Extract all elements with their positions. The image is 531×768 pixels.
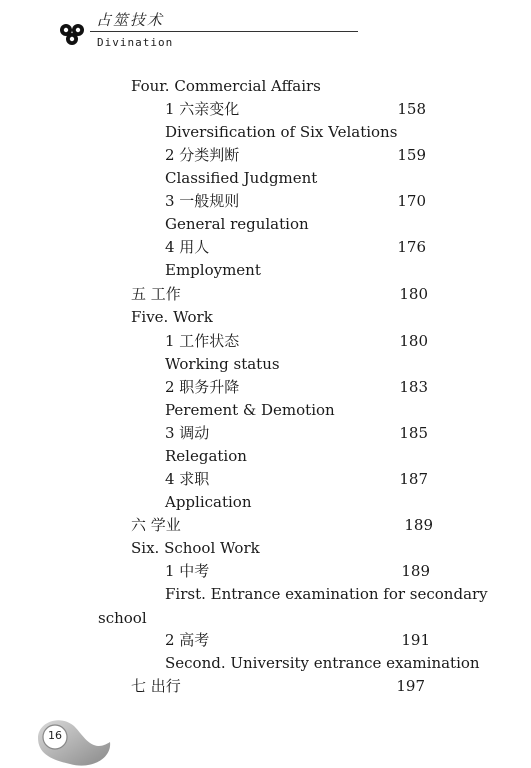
toc-entry-text: 1 六亲变化	[165, 100, 240, 118]
toc-entry-text: 2 分类判断	[165, 146, 240, 164]
toc-entry-text: 4 用人	[165, 238, 210, 256]
toc-entry-text: 2 高考	[165, 631, 210, 649]
toc-entry-page: 185	[399, 424, 428, 442]
page-number: 16	[48, 729, 62, 742]
toc-entry-text: General regulation	[165, 215, 309, 233]
toc-entry-text: Six. School Work	[131, 539, 260, 557]
toc-entry-text: Working status	[165, 355, 280, 373]
toc-entry-text: Diversification of Six Velations	[165, 123, 398, 141]
toc-entry-page: 189	[401, 562, 430, 580]
toc-entry-text: 1 中考	[165, 562, 210, 580]
toc-entry-page: 180	[399, 285, 428, 303]
toc-entry-text: school	[98, 609, 147, 627]
toc-entry-text: 2 职务升降	[165, 378, 240, 396]
toc-entry-page: 189	[404, 516, 433, 534]
toc-entry-text: Employment	[165, 261, 261, 279]
toc-entry-text: 五 工作	[131, 285, 181, 303]
toc-entry-text: 3 调动	[165, 424, 210, 442]
toc-entry-text: 1 工作状态	[165, 332, 240, 350]
toc-entry-text: 4 求职	[165, 470, 210, 488]
toc-entry-text: Four. Commercial Affairs	[131, 77, 321, 95]
toc-entry-text: Perement & Demotion	[165, 401, 335, 419]
toc-entry-text: Classified Judgment	[165, 169, 318, 187]
toc-entry-text: Second. University entrance examination	[165, 654, 480, 672]
toc-entry-text: 六 学业	[131, 516, 181, 534]
toc-entry-text: Application	[165, 493, 252, 511]
header-rule	[90, 31, 358, 32]
toc-entry-page: 183	[399, 378, 428, 396]
toc-entry-text: First. Entrance examination for secondary	[165, 585, 488, 603]
toc-entry-page: 180	[399, 332, 428, 350]
header-subtitle: Divination	[97, 36, 174, 49]
toc-entry-page: 158	[397, 100, 426, 118]
toc-entry-page: 159	[397, 146, 426, 164]
header-title: 占筮技术	[96, 11, 165, 29]
three-circles-logo-icon	[58, 22, 88, 46]
toc-entry-page: 176	[397, 238, 426, 256]
toc-entry-page: 170	[397, 192, 426, 210]
toc-entry-text: Five. Work	[131, 308, 213, 326]
toc-entry-page: 197	[396, 677, 425, 695]
toc-entry-text: Relegation	[165, 447, 247, 465]
toc-entry-page: 191	[401, 631, 430, 649]
toc-entry-text: 七 出行	[131, 677, 181, 695]
toc-entry-page: 187	[399, 470, 428, 488]
footer-swirl-ornament	[30, 712, 120, 768]
page-header	[0, 0, 531, 60]
toc-entry-text: 3 一般规则	[165, 192, 240, 210]
